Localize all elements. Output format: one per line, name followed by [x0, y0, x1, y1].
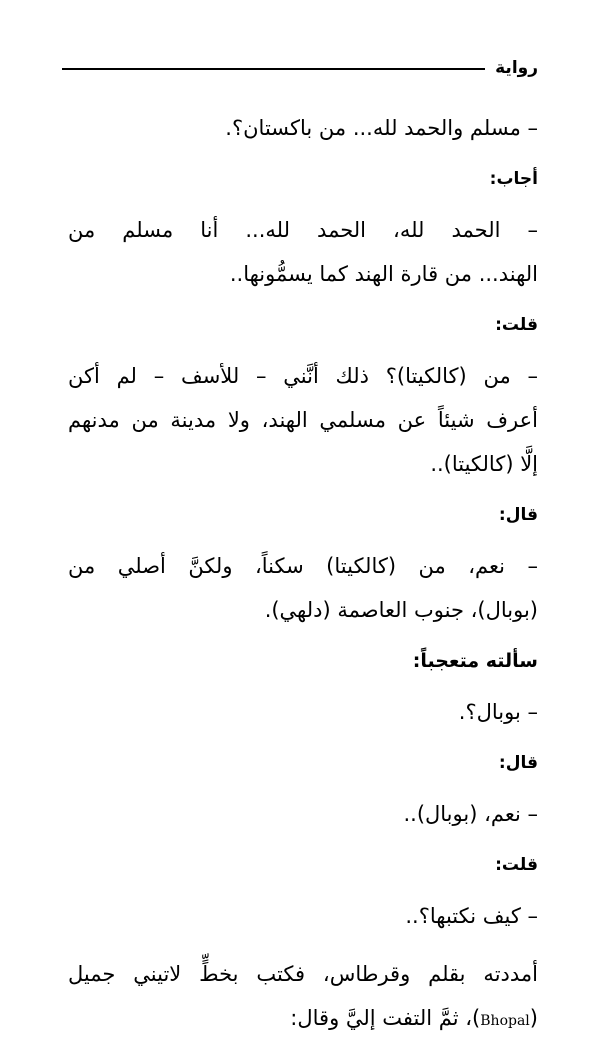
text-line: – كيف نكتبها؟.. — [405, 904, 538, 928]
text-line: أعرف شيئاً عن مسلمي الهند، ولا مدينة من مدنهم — [68, 408, 538, 432]
dialogue-paragraph — [68, 208, 538, 296]
paren-open: ( — [529, 1006, 538, 1030]
text-line: – بوبال؟. — [458, 700, 538, 724]
dialogue-paragraph — [68, 690, 538, 734]
dialogue-paragraph — [68, 106, 538, 150]
header-rule — [62, 68, 485, 70]
dialogue-paragraph — [68, 792, 538, 836]
text-line: – مسلم والحمد لله... من باكستان؟. — [225, 116, 538, 140]
page-body — [68, 106, 538, 1057]
text-line: (بوبال)، جنوب العاصمة (دلهي). — [264, 598, 538, 622]
text-line: إلَّا (كالكيتا).. — [430, 452, 538, 476]
dialogue-paragraph — [68, 544, 538, 632]
narration-paragraph — [68, 952, 538, 1043]
speaker-label: قلت: — [495, 855, 538, 875]
text-line: – نعم، من (كالكيتا) سكناً، ولكنَّ أصلي من — [68, 554, 538, 578]
book-title: رواية — [495, 58, 538, 78]
speaker-label: قال: — [498, 753, 538, 773]
text-line: – الحمد لله، الحمد لله... أنا مسلم من — [68, 218, 538, 242]
text-line — [68, 996, 538, 1043]
dialogue-paragraph — [68, 894, 538, 938]
latin-word: Bhopal — [480, 1013, 530, 1029]
text-line: الهند... من قارة الهند كما يسمُّونها.. — [229, 262, 538, 286]
text-run: )، ثمَّ التفت إليَّ وقال: — [290, 1006, 481, 1030]
speaker-label: قلت: — [495, 315, 538, 335]
speaker-label: أجاب: — [489, 169, 538, 189]
speaker-label: سألته متعجباً: — [412, 650, 538, 672]
text-line: أمددته بقلم وقرطاس، فكتب بخطٍّ لاتيني جميل — [68, 962, 538, 986]
text-line: – نعم، (بوبال).. — [403, 802, 538, 826]
dialogue-paragraph — [68, 354, 538, 486]
text-line: – من (كالكيتا)؟ ذلك أنَّني – للأسف – لم أكن — [68, 364, 538, 388]
speaker-label: قال: — [498, 505, 538, 525]
running-head — [62, 54, 538, 82]
